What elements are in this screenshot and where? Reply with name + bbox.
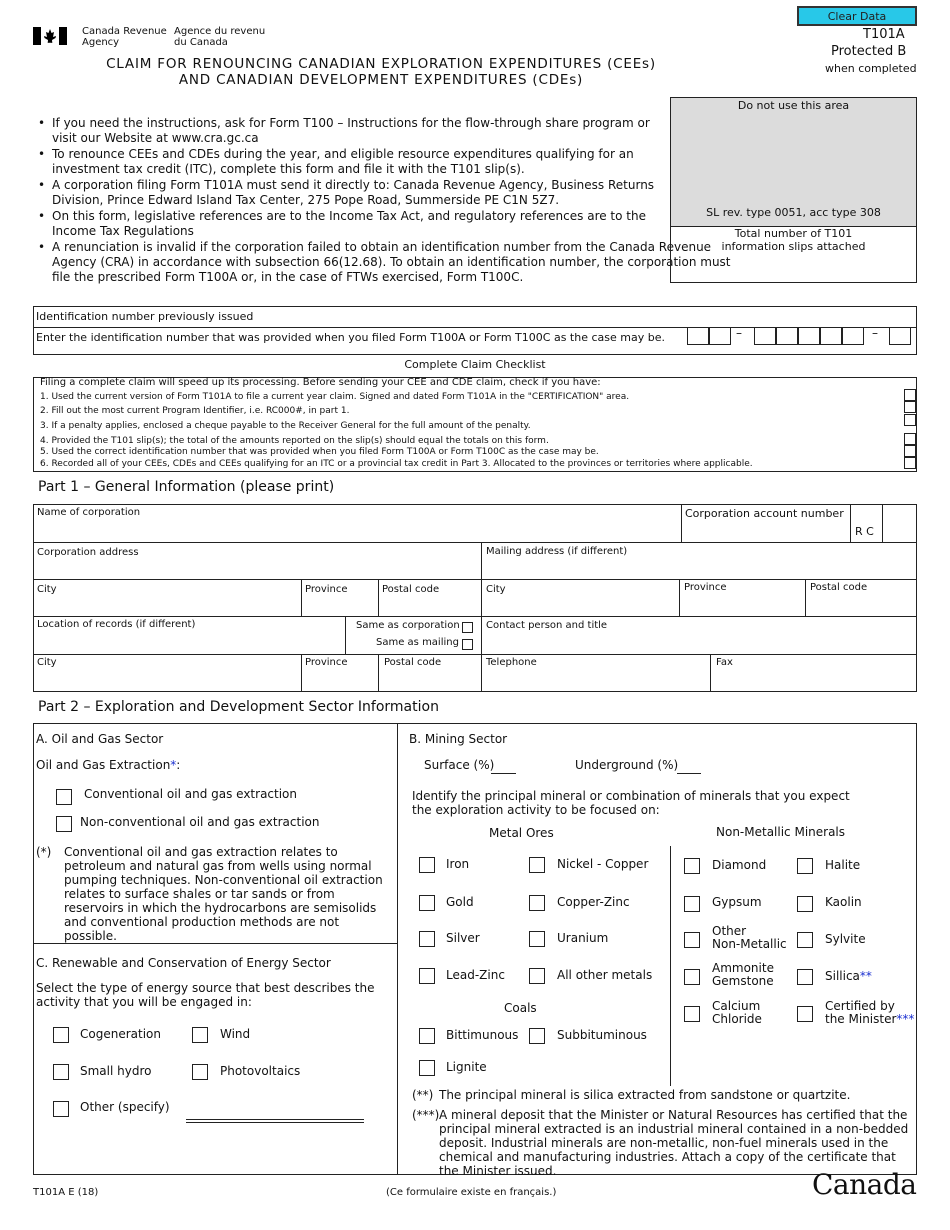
corporation-address-label: Corporation address: [37, 547, 139, 558]
account-number-field[interactable]: [682, 505, 916, 542]
mining-instruction: Identify the principal mineral or combination of minerals that you expect the exploration activity to be focused on:: [412, 789, 850, 817]
subbituminous-label: Subbituminous: [557, 1028, 647, 1042]
id-digit-box[interactable]: [820, 327, 842, 345]
mailing-address-field[interactable]: [482, 543, 916, 579]
surface-percent-field[interactable]: [491, 773, 516, 774]
checklist-title: Complete Claim Checklist: [404, 358, 546, 371]
same-as-mailing-label: Same as mailing: [376, 637, 459, 648]
instruction-item: • On this form, legislative references are to the Income Tax Act, and regulatory references are to the Income Tax Regulations: [36, 209, 664, 239]
id-digit-box[interactable]: [889, 327, 911, 345]
bituminous-label: Bittimunous: [446, 1028, 519, 1042]
cogeneration-checkbox[interactable]: [53, 1027, 69, 1043]
lignite-checkbox[interactable]: [419, 1060, 435, 1076]
oil-gas-title: A. Oil and Gas Sector: [36, 732, 164, 746]
underground-percent-field[interactable]: [677, 773, 701, 774]
records-city-label: City: [37, 657, 57, 668]
office-area-title: Do not use this area: [737, 99, 850, 112]
sillica-label: Sillica**: [825, 969, 872, 983]
cogeneration-label: Cogeneration: [80, 1027, 161, 1041]
mining-title: B. Mining Sector: [409, 732, 508, 746]
silver-label: Silver: [446, 931, 480, 945]
conventional-label: Conventional oil and gas extraction: [84, 787, 298, 801]
same-as-mailing-checkbox[interactable]: [462, 639, 473, 650]
checklist-box: [33, 377, 917, 472]
small-hydro-checkbox[interactable]: [53, 1064, 69, 1080]
checklist-item: 2. Fill out the most current Program Identifier, i.e. RC000#, in part 1.: [40, 406, 350, 416]
identification-title: Identification number previously issued: [36, 310, 254, 323]
name-of-corporation-label: Name of corporation: [37, 507, 141, 518]
iron-checkbox[interactable]: [419, 857, 435, 873]
checklist-checkbox[interactable]: [904, 445, 916, 457]
underground-label: Underground (%): [575, 758, 679, 772]
certified-note: A mineral deposit that the Minister or Natural Resources has certified that the principal mineral extracted is an industrial mineral contained in a non-bedded deposit. Industrial minerals are non-metallic, non-fuel minerals used in the chemical and manufacturing industries. Attach a copy of the certificate that the Minister issued.: [439, 1108, 909, 1178]
checklist-item: 5. Used the correct identification number that was provided when you filed Form T100A or Form T100C as the case may be.: [40, 447, 599, 457]
instruction-item: • A renunciation is invalid if the corporation failed to obtain an identification number from the Canada Revenue Agency (CRA) in accordance with subsection 66(12.68). To obtain an identification number, the corporation must file the prescribed Form T100A or, in the case of FTWs exercised, Form T100C.: [36, 240, 752, 285]
telephone-label: Telephone: [486, 657, 537, 668]
same-as-corporation-label: Same as corporation: [356, 620, 460, 631]
canada-wordmark: Canada: [812, 1168, 917, 1201]
id-digit-box[interactable]: [754, 327, 776, 345]
id-digit-box[interactable]: [687, 327, 709, 345]
mailing-province-label: Province: [684, 582, 727, 593]
id-digit-box[interactable]: [842, 327, 864, 345]
checklist-intro: Filing a complete claim will speed up its processing. Before sending your CEE and CDE claim, check if you have:: [40, 377, 601, 388]
lignite-label: Lignite: [446, 1060, 487, 1074]
checklist-item: 1. Used the current version of Form T101A to file a current year claim. Signed and dated Form T101A in the "CERTIFICATION" area.: [40, 392, 630, 402]
coals-heading: Coals: [504, 1001, 537, 1015]
all-other-metals-label: All other metals: [557, 968, 653, 982]
instruction-item: • To renounce CEEs and CDEs during the year, and eligible resource expenditures qualifying for an investment tax credit (ITC), complete this form and file it with the T101 slip(s).: [36, 147, 664, 177]
wind-checkbox[interactable]: [192, 1027, 208, 1043]
certified-checkbox[interactable]: [797, 1006, 813, 1022]
form-title-line1: CLAIM FOR RENOUNCING CANADIAN EXPLORATION EXPENDITURES (CEEs): [106, 56, 656, 72]
non-conventional-label: Non-conventional oil and gas extraction: [80, 815, 320, 829]
silver-checkbox[interactable]: [419, 931, 435, 947]
french-availability-note: (Ce formulaire existe en français.): [386, 1187, 557, 1198]
silica-note: The principal mineral is silica extracted from sandstone or quartzite.: [439, 1088, 851, 1102]
part1-section: [33, 504, 917, 692]
instruction-item: • If you need the instructions, ask for Form T100 – Instructions for the flow-through share program or visit our Website at www.cra.gc.ca: [36, 116, 664, 146]
metal-ores-heading: Metal Ores: [489, 826, 554, 840]
gold-checkbox[interactable]: [419, 895, 435, 911]
agency-name-fr: Agence du revenu du Canada: [174, 26, 266, 48]
other-nonmetallic-label: Other Non-Metallic: [712, 924, 787, 951]
checklist-checkbox[interactable]: [904, 401, 916, 413]
form-code: T101A E (18): [33, 1187, 99, 1198]
lead-zinc-label: Lead-Zinc: [446, 968, 505, 982]
province-label: Province: [305, 584, 348, 595]
checklist-checkbox[interactable]: [904, 457, 916, 469]
checklist-item: 4. Provided the T101 slip(s); the total of the amounts reported on the slip(s) should equal the totals on this form.: [40, 436, 549, 446]
halite-label: Halite: [825, 858, 861, 872]
diamond-label: Diamond: [712, 858, 767, 872]
ammonite-label: Ammonite Gemstone: [712, 961, 774, 988]
gypsum-label: Gypsum: [712, 895, 762, 909]
all-other-metals-checkbox[interactable]: [529, 968, 545, 984]
silica-note-marker: (**): [412, 1088, 434, 1102]
form-title-line2: AND CANADIAN DEVELOPMENT EXPENDITURES (CDEs): [178, 72, 584, 88]
diamond-checkbox[interactable]: [684, 858, 700, 874]
form-title: [33, 56, 919, 88]
kaolin-checkbox[interactable]: [797, 896, 813, 912]
photovoltaics-checkbox[interactable]: [192, 1064, 208, 1080]
bituminous-checkbox[interactable]: [419, 1028, 435, 1044]
same-as-corporation-checkbox[interactable]: [462, 622, 473, 633]
gypsum-checkbox[interactable]: [684, 896, 700, 912]
sylvite-label: Sylvite: [825, 932, 866, 946]
id-digit-box[interactable]: [776, 327, 798, 345]
records-postal-code-label: Postal code: [384, 657, 442, 668]
protected-label: Protected B: [831, 44, 907, 59]
sylvite-checkbox[interactable]: [797, 932, 813, 948]
part2-section: [33, 723, 917, 1178]
account-number-label: Corporation account number: [685, 507, 844, 520]
instruction-item: • A corporation filing Form T101A must send it directly to: Canada Revenue Agency, Business Returns Division, Prince Edward Island Tax Center, 275 Pope Road, Summerside PE C1N 5Z7.: [36, 178, 664, 208]
postal-code-label: Postal code: [382, 584, 440, 595]
lead-zinc-checkbox[interactable]: [419, 968, 435, 984]
identification-section: Identification number previously issued Enter the identification number that was provided when you filed Form T100A or Form T100C as the case may be. – –: [33, 306, 917, 355]
copper-zinc-label: Copper-Zinc: [557, 895, 630, 909]
uranium-label: Uranium: [557, 931, 609, 945]
surface-label: Surface (%): [424, 758, 495, 772]
gold-label: Gold: [446, 895, 474, 909]
checklist-checkbox[interactable]: [904, 433, 916, 445]
uranium-checkbox[interactable]: [529, 931, 545, 947]
total-slips-label: Total number of T101 information slips attached: [721, 227, 866, 253]
subbituminous-checkbox[interactable]: [529, 1028, 545, 1044]
office-use-area: [670, 97, 917, 227]
checklist-item: 6. Recorded all of your CEEs, CDEs and CEEs qualifying for an ITC or a provincial tax credit in Part 3. Allocated to the provinces or territories where applicable.: [40, 459, 753, 469]
kaolin-label: Kaolin: [825, 895, 862, 909]
total-slips-box[interactable]: [670, 226, 917, 283]
instructions-list: [36, 116, 731, 286]
other-nonmetallic-checkbox[interactable]: [684, 932, 700, 948]
small-hydro-label: Small hydro: [80, 1064, 152, 1078]
non-metallic-heading: Non-Metallic Minerals: [716, 825, 846, 839]
nickel-copper-label: Nickel - Copper: [557, 857, 649, 871]
part1-title: Part 1 – General Information (please print): [38, 479, 335, 495]
oil-gas-extraction-label: Oil and Gas Extraction*:: [36, 758, 181, 772]
copper-zinc-checkbox[interactable]: [529, 895, 545, 911]
other-energy-specify-field[interactable]: [186, 1119, 364, 1120]
city-label: City: [37, 584, 57, 595]
photovoltaics-label: Photovoltaics: [220, 1064, 301, 1078]
non-conventional-checkbox[interactable]: [56, 816, 72, 832]
nickel-copper-checkbox[interactable]: [529, 857, 545, 873]
corporation-address-field[interactable]: [34, 543, 481, 579]
certified-label: Certified by the Minister***: [825, 999, 915, 1026]
mailing-postal-code-label: Postal code: [810, 582, 868, 593]
mailing-city-label: City: [486, 584, 506, 595]
calcium-checkbox[interactable]: [684, 1006, 700, 1022]
renewable-title: C. Renewable and Conservation of Energy Sector: [36, 956, 331, 970]
canada-flag-icon: [33, 27, 67, 45]
other-energy-label: Other (specify): [80, 1100, 170, 1114]
name-of-corporation-field[interactable]: [34, 505, 681, 542]
certified-note-marker: (***): [412, 1108, 440, 1122]
ammonite-checkbox[interactable]: [684, 969, 700, 985]
sl-rev-label: SL rev. type 0051, acc type 308: [706, 206, 881, 219]
clear-data-button[interactable]: Clear Data: [797, 6, 917, 26]
checklist-checkbox[interactable]: [904, 414, 916, 426]
other-energy-checkbox[interactable]: [53, 1101, 69, 1117]
form-number: T101A: [863, 27, 905, 42]
contact-person-label: Contact person and title: [486, 620, 608, 631]
id-digit-box[interactable]: [798, 327, 820, 345]
checklist-item: 3. If a penalty applies, enclosed a cheque payable to the Receiver General for the full amount of the penalty.: [40, 421, 531, 431]
calcium-label: Calcium Chloride: [712, 999, 762, 1026]
renewable-instruction: Select the type of energy source that best describes the activity that you will be engaged in:: [36, 981, 375, 1009]
part2-title: Part 2 – Exploration and Development Sector Information: [38, 699, 439, 715]
halite-checkbox[interactable]: [797, 858, 813, 874]
id-digit-box[interactable]: [709, 327, 731, 345]
when-completed-label: when completed: [825, 62, 917, 75]
sillica-checkbox[interactable]: [797, 969, 813, 985]
conventional-checkbox[interactable]: [56, 789, 72, 805]
oil-gas-note-marker: (*): [36, 845, 52, 859]
agency-name-en: Canada Revenue Agency: [82, 26, 167, 48]
wind-label: Wind: [220, 1027, 251, 1041]
location-of-records-label: Location of records (if different): [37, 619, 196, 630]
oil-gas-note: Conventional oil and gas extraction relates to petroleum and natural gas from wells using normal pumping techniques. Non-conventional oil extraction relates to surface shales or tar sands or from reservoirs in which the hydrocarbons are semisolids and conventional production methods are not possible.: [64, 845, 383, 943]
fax-label: Fax: [716, 657, 733, 668]
checklist-checkbox[interactable]: [904, 389, 916, 401]
mailing-address-label: Mailing address (if different): [486, 546, 628, 557]
identification-instruction: Enter the identification number that was provided when you filed Form T100A or Form T100C as the case may be.: [36, 331, 665, 344]
records-province-label: Province: [305, 657, 348, 668]
rc-label: R C: [855, 525, 874, 538]
iron-label: Iron: [446, 857, 470, 871]
